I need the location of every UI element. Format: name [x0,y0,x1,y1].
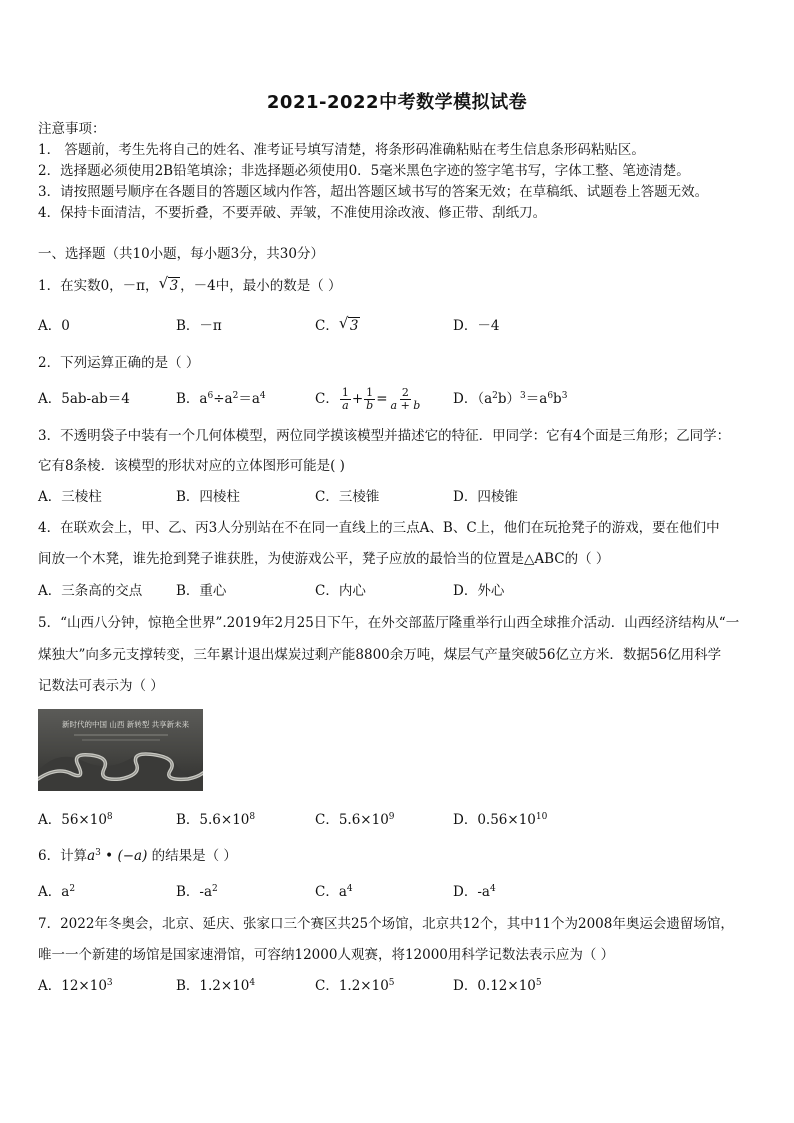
q5-option-c: C．$5.6\times 10^9$ [315,812,395,828]
q3-line-2: 它有8条棱．该模型的形状对应的立体图形可能是( ) [38,458,345,474]
notice-item-3: 3．请按照题号顺序在各题目的答题区域内作答，超出答题区域书写的答案无效；在草稿纸、试题卷上答题无效。 [38,184,709,200]
q2-option-c: C． $\frac{1}{a}$ + $\frac{1}{b}$ = $\frac{2}{a + b}$ [315,386,421,412]
notice-item-4: 4．保持卡面清洁，不要折叠，不要弄破、弄皱，不准使用涂改液、修正带、刮纸刀。 [38,205,547,221]
notice-item-2: 2．选择题必须使用2B铅笔填涂；非选择题必须使用0．5毫米黑色字迹的签字笔书写，字体工整、笔迹清楚。 [38,163,690,179]
q1-option-b: B．－π [176,318,222,334]
q5-line-2: 煤独大”向多元支撑转变，三年累计退出煤炭过剩产能8800余万吨，煤层气产量突破56亿立方米．数据56亿用科学 [38,647,722,663]
q4-line-2: 间放一个木凳，谁先抢到凳子谁获胜，为使游戏公平，凳子应放的最恰当的位置是△ABC的（ ） [38,551,610,567]
q2-option-a: A．5ab-ab＝4 [38,391,130,407]
q5-option-b: B．$5.6\times 10^8$ [176,812,256,828]
page-title: 2021-2022中考数学模拟试卷 [266,92,528,113]
shanxi-promo-photo [38,709,203,791]
q6-option-d: D．$-a^4$ [453,884,496,900]
q5-option-d: D．$0.56\times 10^{10}$ [453,812,548,828]
q6-option-c: C．$a^4$ [315,884,353,900]
section-heading: 一、选择题（共10小题，每小题3分，共30分） [38,246,324,262]
q2-option-d: D．$(a^2b)^3=a^6b^3$ [453,391,568,407]
q1-option-c: C． √ 3 [315,314,359,334]
q4-line-1: 4．在联欢会上，甲、乙、丙3人分别站在不在同一直线上的三点A、B、C上，他们在玩抢凳子的游戏，要在他们中 [38,520,720,536]
q7-option-b: B．$1.2\times 10^4$ [176,978,256,994]
q4-option-c: C．内心 [315,583,366,599]
notice-item-1: 1． 答题前，考生先将自己的姓名、准考证号填写清楚，将条形码准确粘贴在考生信息条形码粘贴区。 [38,142,645,158]
q7-option-a: A．$12\times 10^3$ [38,978,113,994]
q5-option-a: A．$56\times 10^8$ [38,812,113,828]
q5-line-1: 5．“山西八分钟，惊艳全世界”.2019年2月25日下午，在外交部蓝厅隆重举行山西全球推介活动．山西经济结构从“一 [38,615,740,631]
q1-option-a: A．0 [38,318,70,334]
q1-option-d: D．－4 [453,318,500,334]
q4-option-a: A．三条高的交点 [38,583,143,599]
q3-option-c: C．三棱锥 [315,489,380,505]
q3-line-1: 3．不透明袋子中装有一个几何体模型，两位同学摸该模型并描述它的特征．甲同学：它有4个面是三角形；乙同学： [38,428,731,444]
q4-option-d: D．外心 [453,583,505,599]
q6-stem: 6．计算$a^3$ • (−a) 的结果是（ ） [38,848,237,864]
q7-option-d: D．$0.12\times 10^5$ [453,978,542,994]
q5-line-3: 记数法可表示为（ ） [38,678,164,694]
q2-option-b: B．$a^6\div a^2=a^4$ [176,391,266,407]
q7-line-1: 7．2022年冬奥会，北京、延庆、张家口三个赛区共25个场馆，北京共12个，其中11个为2008年奥运会遗留场馆， [38,916,734,932]
q1-sqrt: √ 3 [158,274,179,294]
q3-option-a: A．三棱柱 [38,489,102,505]
q4-option-b: B．重心 [176,583,227,599]
notice-heading: 注意事项： [38,121,106,137]
q6-option-a: A．$a^2$ [38,884,76,900]
q1-stem [38,276,342,296]
q7-option-c: C．$1.2\times 10^5$ [315,978,395,994]
q3-option-b: B．四棱柱 [176,489,240,505]
q3-option-d: D．四棱锥 [453,489,518,505]
photo-caption: 新时代的中国 山西 新转型 共享新未来 [62,720,190,729]
q1-stem-b: ，－4中，最小的数是（ ） [180,278,342,294]
q2-stem: 2．下列运算正确的是（ ） [38,355,200,371]
q6-option-b: B．$-a^2$ [176,884,218,900]
q7-line-2: 唯一一个新建的场馆是国家速滑馆，可容纳12000人观赛，将12000用科学记数法表示应为（ ） [38,947,615,963]
q1-stem-a: 1．在实数0，－π， [38,278,159,294]
